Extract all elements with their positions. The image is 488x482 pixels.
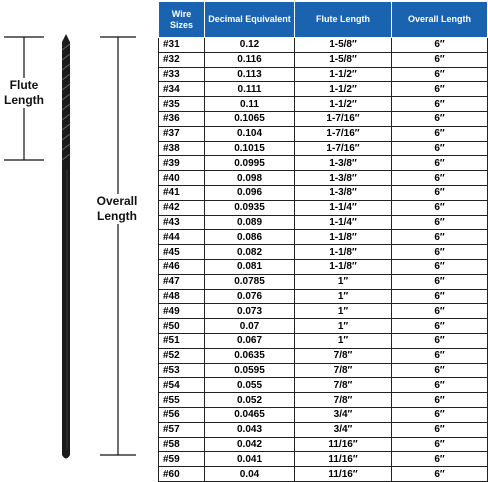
table-row (159, 437, 488, 452)
flute-length-cell: 1″ (295, 319, 392, 334)
flute-length-cell: 1-1/8″ (295, 230, 392, 245)
overall-length-cell: 6″ (392, 319, 488, 334)
decimal-cell: 0.042 (205, 437, 295, 452)
overall-length-cell: 6″ (392, 289, 488, 304)
decimal-cell: 0.082 (205, 245, 295, 260)
wire-size-cell: #34 (159, 82, 205, 97)
flute-length-cell: 1-1/2″ (295, 97, 392, 112)
decimal-cell: 0.1065 (205, 111, 295, 126)
overall-length-cell: 6″ (392, 82, 488, 97)
flute-length-cell: 7/8″ (295, 378, 392, 393)
table-row (159, 333, 488, 348)
wire-size-cell: #59 (159, 452, 205, 467)
flute-length-cell: 1-3/8″ (295, 185, 392, 200)
overall-length-cell: 6″ (392, 333, 488, 348)
flute-length-cell: 3/4″ (295, 422, 392, 437)
wire-size-cell: #56 (159, 407, 205, 422)
decimal-cell: 0.0995 (205, 156, 295, 171)
decimal-cell: 0.043 (205, 422, 295, 437)
flute-length-cell: 1″ (295, 289, 392, 304)
wire-size-cell: #35 (159, 97, 205, 112)
wire-size-cell: #45 (159, 245, 205, 260)
decimal-cell: 0.0635 (205, 348, 295, 363)
flute-length-cell: 1-7/16″ (295, 126, 392, 141)
table-row (159, 52, 488, 67)
drill-size-table (158, 1, 488, 482)
table-row (159, 304, 488, 319)
overall-length-label: Overall Length (94, 194, 140, 224)
flute-length-cell: 11/16″ (295, 437, 392, 452)
header-wire-sizes: Wire Sizes (159, 2, 205, 38)
table-row (159, 378, 488, 393)
header-decimal-equivalent: Decimal Equivalent (205, 2, 295, 38)
overall-length-cell: 6″ (392, 259, 488, 274)
overall-length-cell: 6″ (392, 348, 488, 363)
wire-size-cell: #55 (159, 393, 205, 408)
wire-size-cell: #54 (159, 378, 205, 393)
decimal-cell: 0.081 (205, 259, 295, 274)
wire-size-cell: #52 (159, 348, 205, 363)
decimal-cell: 0.096 (205, 185, 295, 200)
table-row (159, 452, 488, 467)
overall-length-cell: 6″ (392, 52, 488, 67)
decimal-cell: 0.111 (205, 82, 295, 97)
overall-length-cell: 6″ (392, 185, 488, 200)
table-row (159, 348, 488, 363)
flute-length-cell: 1-1/2″ (295, 67, 392, 82)
overall-length-cell: 6″ (392, 378, 488, 393)
overall-length-cell: 6″ (392, 200, 488, 215)
wire-size-cell: #38 (159, 141, 205, 156)
header-overall-length: Overall Length (392, 2, 488, 38)
flute-length-cell: 11/16″ (295, 467, 392, 482)
flute-length-cell: 1-5/8″ (295, 38, 392, 53)
overall-length-cell: 6″ (392, 304, 488, 319)
flute-length-cell: 1-3/8″ (295, 171, 392, 186)
overall-length-cell: 6″ (392, 126, 488, 141)
overall-length-cell: 6″ (392, 230, 488, 245)
decimal-cell: 0.086 (205, 230, 295, 245)
table-row (159, 171, 488, 186)
flute-length-cell: 1-1/4″ (295, 215, 392, 230)
flute-length-cell: 1″ (295, 274, 392, 289)
flute-length-cell: 1-3/8″ (295, 156, 392, 171)
table-row (159, 407, 488, 422)
drill-bit-icon (62, 34, 70, 459)
wire-size-cell: #48 (159, 289, 205, 304)
table-row (159, 393, 488, 408)
overall-length-cell: 6″ (392, 274, 488, 289)
table-row (159, 274, 488, 289)
table-row (159, 185, 488, 200)
decimal-cell: 0.07 (205, 319, 295, 334)
table-row (159, 38, 488, 53)
wire-size-cell: #57 (159, 422, 205, 437)
decimal-cell: 0.055 (205, 378, 295, 393)
overall-length-cell: 6″ (392, 38, 488, 53)
flute-length-cell: 1-1/4″ (295, 200, 392, 215)
wire-size-cell: #41 (159, 185, 205, 200)
wire-size-cell: #40 (159, 171, 205, 186)
decimal-cell: 0.04 (205, 467, 295, 482)
wire-size-cell: #43 (159, 215, 205, 230)
wire-size-cell: #44 (159, 230, 205, 245)
overall-length-cell: 6″ (392, 97, 488, 112)
flute-length-cell: 1-5/8″ (295, 52, 392, 67)
wire-size-cell: #49 (159, 304, 205, 319)
decimal-cell: 0.12 (205, 38, 295, 53)
flute-length-cell: 7/8″ (295, 348, 392, 363)
table-row (159, 467, 488, 482)
decimal-cell: 0.0595 (205, 363, 295, 378)
flute-length-cell: 1-7/16″ (295, 141, 392, 156)
overall-length-cell: 6″ (392, 452, 488, 467)
overall-length-cell: 6″ (392, 111, 488, 126)
table-row (159, 245, 488, 260)
wire-size-cell: #47 (159, 274, 205, 289)
overall-length-cell: 6″ (392, 437, 488, 452)
decimal-cell: 0.0935 (205, 200, 295, 215)
decimal-cell: 0.073 (205, 304, 295, 319)
drill-bit-diagram (0, 0, 158, 465)
wire-size-cell: #51 (159, 333, 205, 348)
wire-size-cell: #58 (159, 437, 205, 452)
wire-size-cell: #46 (159, 259, 205, 274)
drill-bit-svg (0, 0, 158, 465)
overall-length-cell: 6″ (392, 215, 488, 230)
decimal-cell: 0.0465 (205, 407, 295, 422)
decimal-cell: 0.104 (205, 126, 295, 141)
decimal-cell: 0.1015 (205, 141, 295, 156)
table-row (159, 126, 488, 141)
overall-length-cell: 6″ (392, 245, 488, 260)
flute-length-label: Flute Length (4, 78, 44, 107)
table-row (159, 111, 488, 126)
wire-size-cell: #50 (159, 319, 205, 334)
overall-length-cell: 6″ (392, 407, 488, 422)
flute-length-cell: 7/8″ (295, 363, 392, 378)
table-row (159, 259, 488, 274)
flute-length-cell: 1″ (295, 304, 392, 319)
wire-size-cell: #39 (159, 156, 205, 171)
table-row (159, 289, 488, 304)
wire-size-cell: #36 (159, 111, 205, 126)
decimal-cell: 0.041 (205, 452, 295, 467)
decimal-cell: 0.0785 (205, 274, 295, 289)
table-row (159, 363, 488, 378)
wire-size-cell: #53 (159, 363, 205, 378)
table-row (159, 82, 488, 97)
decimal-cell: 0.089 (205, 215, 295, 230)
overall-length-cell: 6″ (392, 171, 488, 186)
flute-length-cell: 3/4″ (295, 407, 392, 422)
table-row (159, 141, 488, 156)
table-header-row (159, 2, 488, 38)
flute-length-cell: 7/8″ (295, 393, 392, 408)
flute-length-cell: 1-1/8″ (295, 259, 392, 274)
decimal-cell: 0.052 (205, 393, 295, 408)
overall-length-cell: 6″ (392, 363, 488, 378)
table-row (159, 67, 488, 82)
wire-size-cell: #42 (159, 200, 205, 215)
table-row (159, 230, 488, 245)
wire-size-cell: #32 (159, 52, 205, 67)
wire-size-cell: #37 (159, 126, 205, 141)
overall-length-cell: 6″ (392, 141, 488, 156)
table-row (159, 156, 488, 171)
header-flute-length: Flute Length (295, 2, 392, 38)
table-row (159, 200, 488, 215)
table-row (159, 422, 488, 437)
overall-length-cell: 6″ (392, 67, 488, 82)
flute-length-cell: 11/16″ (295, 452, 392, 467)
flute-length-cell: 1-1/8″ (295, 245, 392, 260)
table-row (159, 97, 488, 112)
table-body (159, 38, 488, 482)
decimal-cell: 0.116 (205, 52, 295, 67)
flute-length-cell: 1-1/2″ (295, 82, 392, 97)
overall-length-cell: 6″ (392, 467, 488, 482)
flute-length-cell: 1-7/16″ (295, 111, 392, 126)
wire-size-cell: #31 (159, 38, 205, 53)
table-row (159, 215, 488, 230)
wire-size-cell: #60 (159, 467, 205, 482)
decimal-cell: 0.113 (205, 67, 295, 82)
table-row (159, 319, 488, 334)
overall-length-cell: 6″ (392, 393, 488, 408)
wire-size-cell: #33 (159, 67, 205, 82)
decimal-cell: 0.098 (205, 171, 295, 186)
flute-length-cell: 1″ (295, 333, 392, 348)
overall-length-dimension (100, 37, 136, 455)
overall-length-cell: 6″ (392, 422, 488, 437)
decimal-cell: 0.067 (205, 333, 295, 348)
decimal-cell: 0.11 (205, 97, 295, 112)
decimal-cell: 0.076 (205, 289, 295, 304)
overall-length-cell: 6″ (392, 156, 488, 171)
